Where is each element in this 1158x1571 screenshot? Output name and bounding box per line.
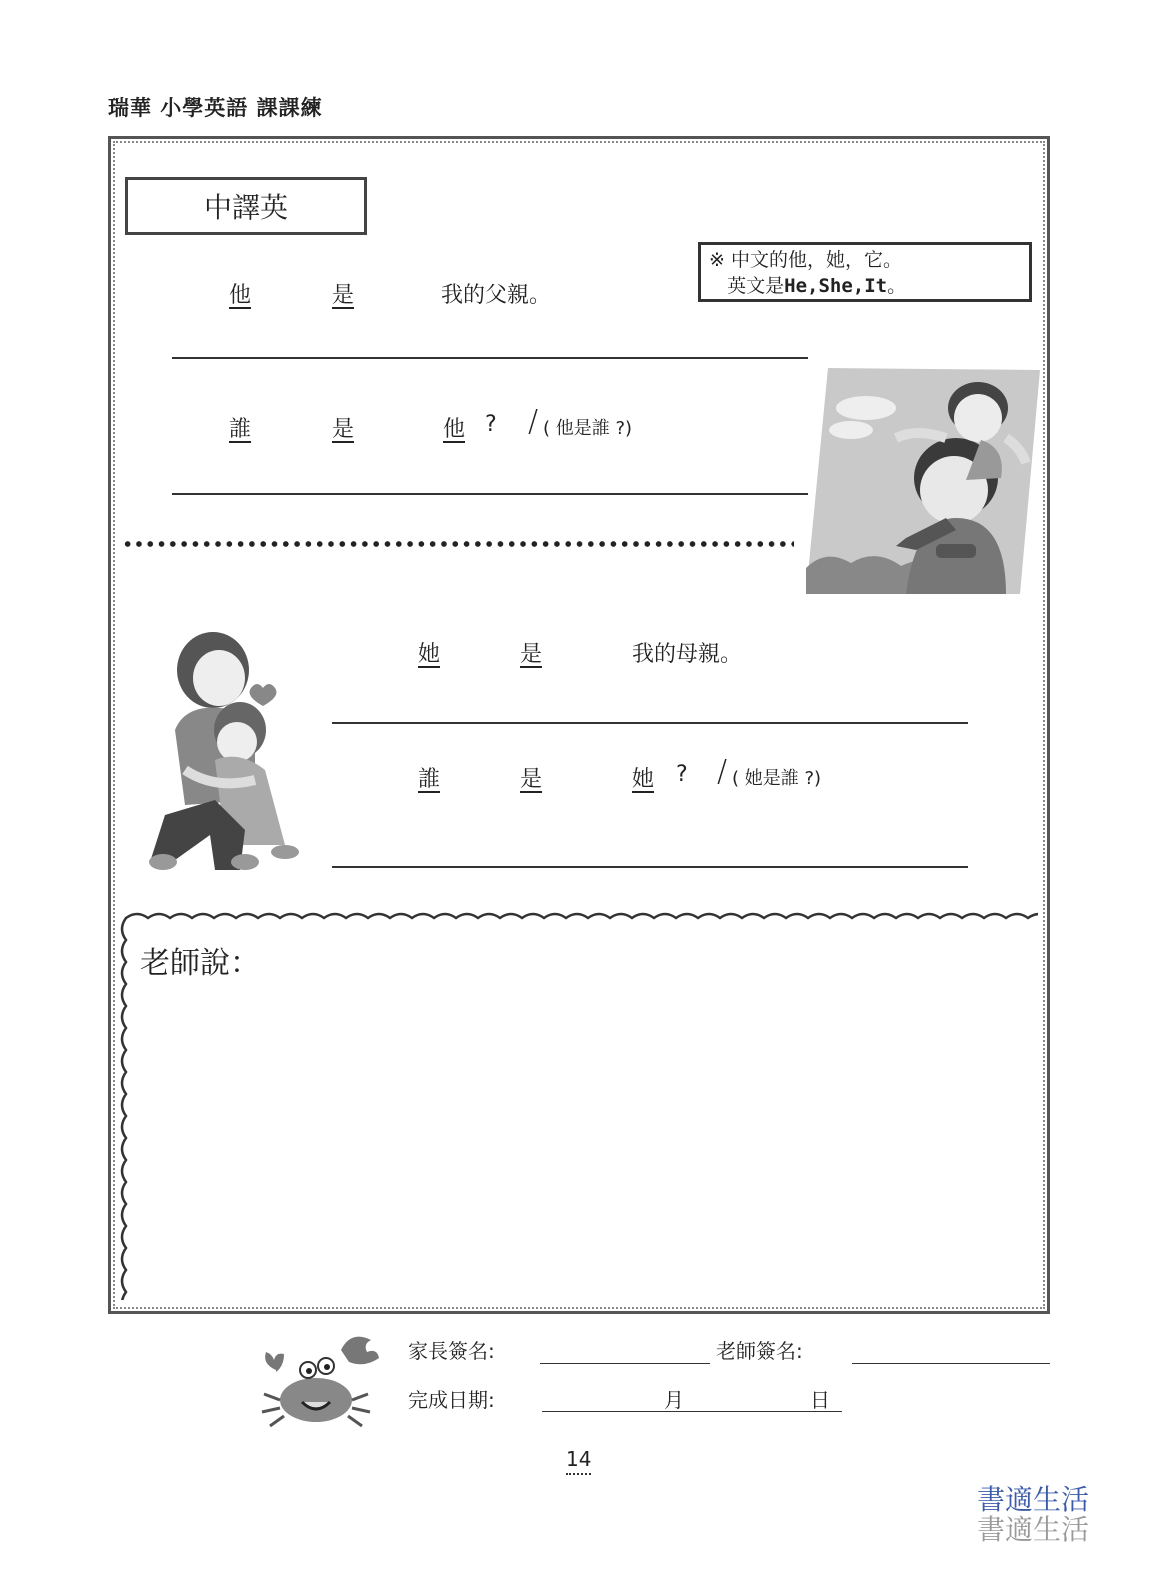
teacher-signature-line[interactable] xyxy=(852,1363,1050,1364)
q4-word-she: 她 xyxy=(632,767,655,792)
parent-signature-label: 家長簽名: xyxy=(408,1339,495,1363)
q3-word-is: 是 xyxy=(520,642,543,667)
q1-word-my-father: 我的父親。 xyxy=(441,283,552,308)
q2-question-mark: ? xyxy=(485,412,497,437)
page-header: 瑞華 小學英語 課課練 xyxy=(108,95,323,120)
q4-slash: / xyxy=(717,754,728,789)
page-number: 14 xyxy=(566,1447,591,1475)
q4-word-who: 誰 xyxy=(418,767,441,792)
q4-word-is: 是 xyxy=(520,767,543,792)
completion-date-label: 完成日期: xyxy=(408,1388,495,1412)
q3-word-she: 她 xyxy=(418,642,441,667)
q2-word-he: 他 xyxy=(443,417,466,442)
month-label: 月 xyxy=(664,1388,684,1412)
note-english-pronouns: He,She,It xyxy=(784,275,888,297)
q4-question-mark: ? xyxy=(676,762,688,787)
dotted-divider xyxy=(122,540,794,548)
note-line-2: 英文是He,She,It。 xyxy=(727,275,907,297)
q3-answer-line[interactable] xyxy=(332,722,968,724)
watermark-line-1: 書適生活 xyxy=(977,1483,1090,1516)
teacher-says-label: 老師說： xyxy=(140,946,260,981)
q2-hint: ( 他是誰 ?) xyxy=(543,418,633,439)
section-title: 中譯英 xyxy=(125,177,367,235)
q4-answer-line[interactable] xyxy=(332,866,968,868)
q1-word-is: 是 xyxy=(332,283,355,308)
q2-slash: / xyxy=(528,404,539,439)
note-box xyxy=(698,242,1032,302)
day-label: 日 xyxy=(810,1388,830,1412)
mother-daughter-illustration xyxy=(145,630,315,875)
q2-answer-line[interactable] xyxy=(172,493,808,495)
q3-word-my-mother: 我的母親。 xyxy=(632,642,743,667)
completion-date-line[interactable] xyxy=(542,1411,842,1412)
q4-hint: ( 她是誰 ?) xyxy=(732,768,822,789)
note-line-1: ※ 中文的他，她，它。 xyxy=(709,249,902,271)
q2-word-is: 是 xyxy=(332,417,355,442)
watermark-line-2: 書適生活 xyxy=(977,1513,1090,1546)
q1-word-he: 他 xyxy=(229,283,252,308)
crab-icon xyxy=(256,1330,386,1430)
teacher-signature-label: 老師簽名: xyxy=(716,1339,803,1363)
father-son-illustration xyxy=(806,368,1040,596)
parent-signature-line[interactable] xyxy=(540,1363,710,1364)
q1-answer-line[interactable] xyxy=(172,357,808,359)
q2-word-who: 誰 xyxy=(229,417,252,442)
